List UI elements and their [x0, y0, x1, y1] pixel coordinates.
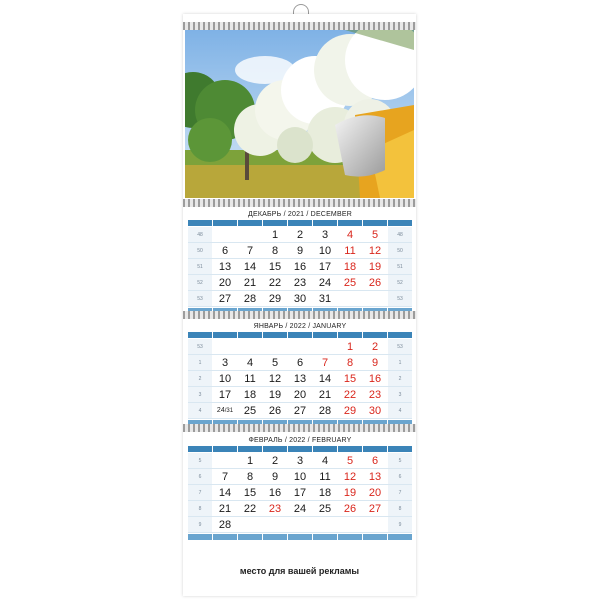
day-cell [363, 517, 387, 532]
day-cell: 1 [271, 228, 279, 241]
day-cell: 12 [268, 372, 282, 385]
day-cell: 27 [368, 502, 382, 515]
week-row [188, 517, 412, 533]
week-number: 7 [388, 485, 412, 500]
day-cell: 15 [243, 486, 257, 499]
month-title: ЯНВАРЬ / 2022 / JANUARY [253, 322, 347, 330]
day-cell: 2 [371, 340, 379, 353]
day-cell [213, 453, 237, 468]
day-cell: 25 [318, 502, 332, 515]
day-cell: 11 [244, 372, 256, 385]
day-cell [263, 517, 287, 532]
day-cell: 23 [268, 502, 282, 515]
week-number: 1 [388, 355, 412, 370]
day-cell: 31 [318, 292, 332, 305]
day-cell: 21 [243, 276, 257, 289]
week-number: 48 [188, 227, 212, 242]
spring-binding-1 [183, 199, 416, 207]
day-cell: 30 [293, 292, 307, 305]
day-cell: 5 [371, 228, 379, 241]
day-cell: 4 [346, 228, 354, 241]
week-number: 52 [388, 275, 412, 290]
day-cell: 4 [246, 356, 254, 369]
week-row [188, 355, 412, 371]
day-cell: 7 [221, 470, 229, 483]
month-grid [188, 227, 412, 307]
day-cell [238, 517, 262, 532]
day-cell: 29 [343, 404, 357, 417]
day-cell: 20 [218, 276, 232, 289]
week-number: 51 [188, 259, 212, 274]
week-row [188, 259, 412, 275]
day-cell: 9 [371, 356, 379, 369]
day-cell: 9 [271, 470, 279, 483]
day-cell: 18 [343, 260, 357, 273]
day-cell: 20 [368, 486, 382, 499]
day-cell: 28 [218, 518, 232, 531]
day-cell: 22 [243, 502, 257, 515]
day-cell: 8 [246, 470, 254, 483]
day-cell: 19 [268, 388, 282, 401]
day-cell: 22 [268, 276, 282, 289]
day-cell: 26 [343, 502, 357, 515]
month-block-december [188, 208, 412, 314]
week-number: 6 [388, 469, 412, 484]
week-row [188, 227, 412, 243]
weekday-header-bar [188, 220, 412, 226]
day-cell: 2 [271, 454, 279, 467]
day-cell [263, 339, 287, 354]
week-number: 4 [188, 403, 212, 418]
day-cell: 24 [318, 276, 332, 289]
month-grid [188, 339, 412, 419]
day-cell: 10 [218, 372, 232, 385]
week-row [188, 469, 412, 485]
day-cell [288, 339, 312, 354]
day-cell: 15 [343, 372, 357, 385]
day-cell: 28 [243, 292, 257, 305]
day-cell: 26 [368, 276, 382, 289]
day-cell: 24 [293, 502, 307, 515]
week-number: 8 [388, 501, 412, 516]
week-number: 2 [388, 371, 412, 386]
week-number: 6 [188, 469, 212, 484]
day-cell: 26 [268, 404, 282, 417]
weekday-header-bar [188, 332, 412, 338]
day-cell: 13 [293, 372, 307, 385]
advertising-space-text: место для вашей рекламы [239, 566, 360, 576]
week-number: 50 [388, 243, 412, 258]
header-photo-apple-blossom [185, 30, 414, 198]
week-number: 53 [388, 339, 412, 354]
week-row [188, 291, 412, 307]
day-cell: 15 [268, 260, 282, 273]
weekday-header-bar [188, 446, 412, 452]
week-number: 1 [188, 355, 212, 370]
day-cell: 18 [318, 486, 332, 499]
day-cell: 23 [293, 276, 307, 289]
day-cell: 18 [243, 388, 257, 401]
day-cell: 16 [293, 260, 307, 273]
day-cell: 10 [318, 244, 332, 257]
day-cell: 6 [296, 356, 304, 369]
week-row [188, 485, 412, 501]
week-number: 9 [188, 517, 212, 532]
month-block-february [188, 434, 412, 540]
week-row [188, 339, 412, 355]
day-cell: 3 [221, 356, 229, 369]
week-row [188, 501, 412, 517]
week-number: 48 [388, 227, 412, 242]
day-cell: 12 [343, 470, 357, 483]
day-cell: 2 [296, 228, 304, 241]
month-title: ФЕВРАЛЬ / 2022 / FEBRUARY [248, 436, 352, 444]
day-cell: 8 [271, 244, 279, 257]
day-cell [213, 339, 237, 354]
day-cell: 19 [343, 486, 357, 499]
day-cell: 8 [346, 356, 354, 369]
day-cell [213, 227, 237, 242]
week-number: 53 [188, 339, 212, 354]
week-number: 5 [388, 453, 412, 468]
day-cell: 1 [246, 454, 254, 467]
week-row [188, 403, 412, 419]
day-cell [288, 517, 312, 532]
day-cell: 23 [368, 388, 382, 401]
day-cell: 9 [296, 244, 304, 257]
day-cell: 13 [218, 260, 232, 273]
day-cell: 13 [368, 470, 382, 483]
day-cell: 12 [368, 244, 382, 257]
day-cell: 17 [218, 388, 232, 401]
week-number: 51 [388, 259, 412, 274]
day-cell: 16 [268, 486, 282, 499]
week-number: 50 [188, 243, 212, 258]
day-cell: 6 [371, 454, 379, 467]
week-number: 8 [188, 501, 212, 516]
day-cell [363, 291, 387, 306]
day-cell: 29 [268, 292, 282, 305]
week-number: 53 [388, 291, 412, 306]
spring-binding-2 [183, 311, 416, 319]
day-cell: 3 [296, 454, 304, 467]
week-number: 52 [188, 275, 212, 290]
day-cell: 6 [221, 244, 229, 257]
day-cell: 1 [346, 340, 354, 353]
day-cell: 20 [293, 388, 307, 401]
day-cell: 25 [243, 404, 257, 417]
day-cell: 14 [318, 372, 332, 385]
day-cell: 17 [318, 260, 332, 273]
day-cell: 24 /31 [216, 407, 234, 414]
spring-binding-3 [183, 424, 416, 432]
day-cell: 3 [321, 228, 329, 241]
week-number: 3 [188, 387, 212, 402]
day-cell: 17 [293, 486, 307, 499]
month-block-january [188, 320, 412, 426]
week-row [188, 371, 412, 387]
top-spring-binding [183, 22, 416, 30]
day-cell: 5 [271, 356, 279, 369]
day-cell: 22 [343, 388, 357, 401]
day-cell: 21 [218, 502, 232, 515]
week-number: 53 [188, 291, 212, 306]
week-number: 5 [188, 453, 212, 468]
day-cell: 10 [293, 470, 307, 483]
day-cell [238, 339, 262, 354]
week-row [188, 387, 412, 403]
day-cell: 16 [368, 372, 382, 385]
day-cell: 14 [243, 260, 257, 273]
day-cell [313, 517, 337, 532]
day-cell: 30 [368, 404, 382, 417]
day-cell: 28 [318, 404, 332, 417]
day-cell [338, 517, 362, 532]
day-cell: 7 [246, 244, 254, 257]
day-cell: 14 [218, 486, 232, 499]
day-cell [313, 339, 337, 354]
week-number: 4 [388, 403, 412, 418]
month-grid [188, 453, 412, 533]
week-row [188, 453, 412, 469]
week-number: 2 [188, 371, 212, 386]
month-title: ДЕКАБРЬ / 2021 / DECEMBER [248, 210, 352, 218]
day-cell: 11 [344, 244, 356, 257]
day-cell: 5 [346, 454, 354, 467]
day-cell: 19 [368, 260, 382, 273]
day-cell [238, 227, 262, 242]
day-cell: 21 [318, 388, 332, 401]
day-cell: 27 [293, 404, 307, 417]
day-cell: 7 [321, 356, 329, 369]
day-cell: 4 [321, 454, 329, 467]
day-cell: 25 [343, 276, 357, 289]
week-row [188, 243, 412, 259]
week-number: 7 [188, 485, 212, 500]
week-row [188, 275, 412, 291]
day-cell [338, 291, 362, 306]
weekday-footer-bar [188, 534, 412, 540]
week-number: 9 [388, 517, 412, 532]
week-number: 3 [388, 387, 412, 402]
day-cell: 11 [319, 470, 331, 483]
day-cell: 27 [218, 292, 232, 305]
